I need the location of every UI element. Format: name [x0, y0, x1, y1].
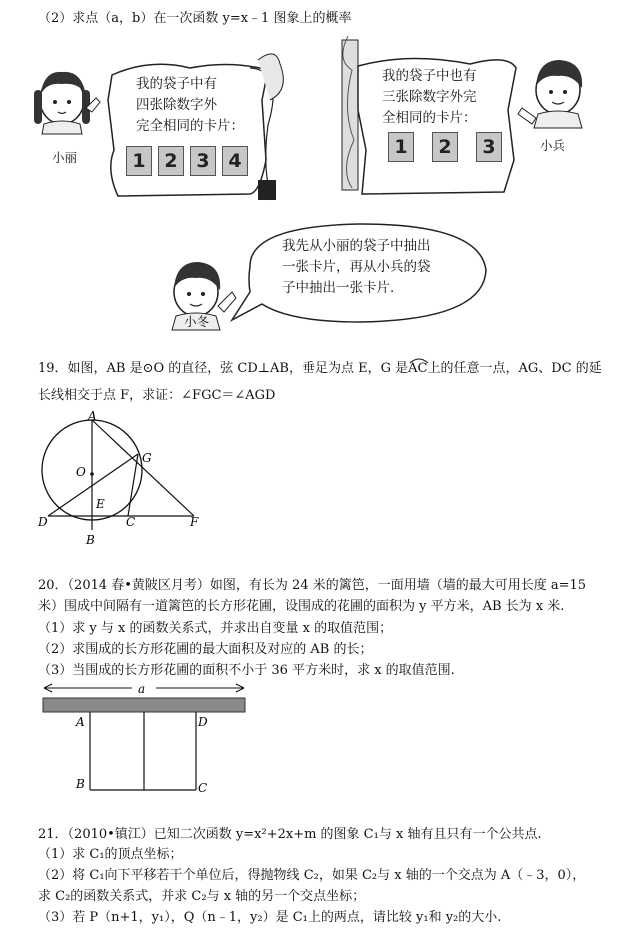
xiaodong-speech-line: 一张卡片，再从小兵的袋	[282, 259, 431, 275]
xiaobing-speech-line: 我的袋子中也有	[382, 68, 477, 84]
q18-part2-text: （2）求点（a，b）在一次函数 y=x﹣1 图象上的概率	[38, 11, 352, 26]
label-e: E	[96, 497, 105, 511]
q20-garden-diagram	[30, 680, 260, 802]
q21-line3: （2）将 C₁向下平移若干个单位后，得抛物线 C₂，如果 C₂与 x 轴的一个交点为 A（﹣3，0），	[38, 868, 586, 883]
xiaobing-figure-icon	[518, 60, 582, 128]
xiaodong-speech-line: 我先从小丽的袋子中抽出	[282, 238, 431, 254]
probability-illustration	[0, 30, 622, 350]
q20-line4: （2）求围成的长方形花圃的最大面积及对应的 AB 的长；	[38, 642, 373, 657]
card: 2	[432, 132, 458, 162]
label-a: A	[88, 410, 97, 423]
center-point	[90, 472, 94, 476]
label-b: B	[76, 777, 85, 791]
xiaoli-figure-icon	[34, 72, 100, 134]
q19-text-before: 19．如图，AB 是⊙O 的直径，弦 CD⊥AB，垂足为点 E，G 是	[38, 361, 409, 376]
arc-symbol-icon	[408, 356, 430, 364]
q21-line4: 求 C₂的函数关系式，并求 C₂与 x 轴的另一个交点坐标；	[38, 889, 366, 904]
q19-circle-diagram	[30, 410, 220, 550]
xiaoli-speech	[136, 74, 244, 137]
xiaobing-name: 小兵	[540, 138, 566, 153]
q20-line5: （3）当围成的长方形花圃的面积不小于 36 平方米时，求 x 的取值范围.	[38, 663, 455, 678]
card: 3	[190, 146, 216, 176]
q20-line1: 20．（2014 春•黄陂区月考）如图，有长为 24 米的篱笆，一面用墙（墙的最大可用长度 a=15	[38, 578, 587, 593]
label-a-length: a	[138, 682, 146, 696]
line-gc	[128, 454, 138, 516]
q20-line3: （1）求 y 与 x 的函数关系式，并求出自变量 x 的取值范围；	[38, 621, 393, 636]
line-af	[92, 420, 194, 516]
card: 2	[158, 146, 184, 176]
q19-arc-ac	[408, 360, 427, 378]
q19-arc-label: AC	[408, 361, 428, 376]
label-c: C	[198, 781, 208, 795]
card: 1	[126, 146, 152, 176]
xiaobing-speech	[382, 66, 477, 129]
xiaoli-speech-line: 完全相同的卡片：	[136, 118, 244, 134]
card: 3	[476, 132, 502, 162]
label-c: C	[126, 515, 136, 529]
xiaoli-speech-line: 我的袋子中有	[136, 76, 217, 92]
q19-text-after: 上的任意一点，AG、DC 的延	[427, 361, 602, 376]
label-b: B	[86, 533, 95, 547]
card: 4	[222, 146, 248, 176]
xiaodong-name: 小冬	[184, 314, 210, 329]
label-o: O	[76, 465, 86, 479]
q21-line2: （1）求 C₁的顶点坐标；	[38, 847, 183, 862]
q21-line5: （3）若 P（n+1，y₁），Q（n﹣1，y₂）是 C₁上的两点，请比较 y₁和 y₂的大小.	[38, 910, 502, 925]
xiaodong-speech-line: 子中抽出一张卡片.	[282, 280, 395, 296]
q19-line1	[38, 360, 602, 378]
wall	[43, 698, 245, 712]
q19-line2: 长线相交于点 F，求证：∠FGC＝∠AGD	[38, 388, 276, 403]
illustration-drawing	[0, 30, 622, 350]
q21-line1: 21．（2010•镇江）已知二次函数 y=x²+2x+m 的图象 C₁与 x 轴有且只有一个公共点.	[38, 827, 542, 842]
label-d: D	[198, 715, 208, 729]
xiaobing-speech-line: 三张除数字外完	[382, 89, 477, 105]
label-g: G	[142, 451, 152, 465]
xiaoli-speech-line: 四张除数字外	[136, 97, 217, 113]
xiaoli-name: 小丽	[52, 150, 78, 165]
label-f: F	[190, 515, 199, 529]
xiaobing-cards	[388, 132, 502, 162]
card: 1	[388, 132, 414, 162]
xiaoli-cards	[126, 146, 248, 176]
line-dg	[48, 454, 138, 516]
q20-line2: 米）围成中间隔有一道篱笆的长方形花圃，设围成的花圃的面积为 y 平方米，AB 长为 x 米.	[38, 599, 565, 614]
xiaodong-speech	[282, 236, 431, 299]
label-a-point: A	[76, 715, 85, 729]
label-d: D	[38, 515, 48, 529]
xiaobing-speech-line: 全相同的卡片：	[382, 110, 477, 126]
